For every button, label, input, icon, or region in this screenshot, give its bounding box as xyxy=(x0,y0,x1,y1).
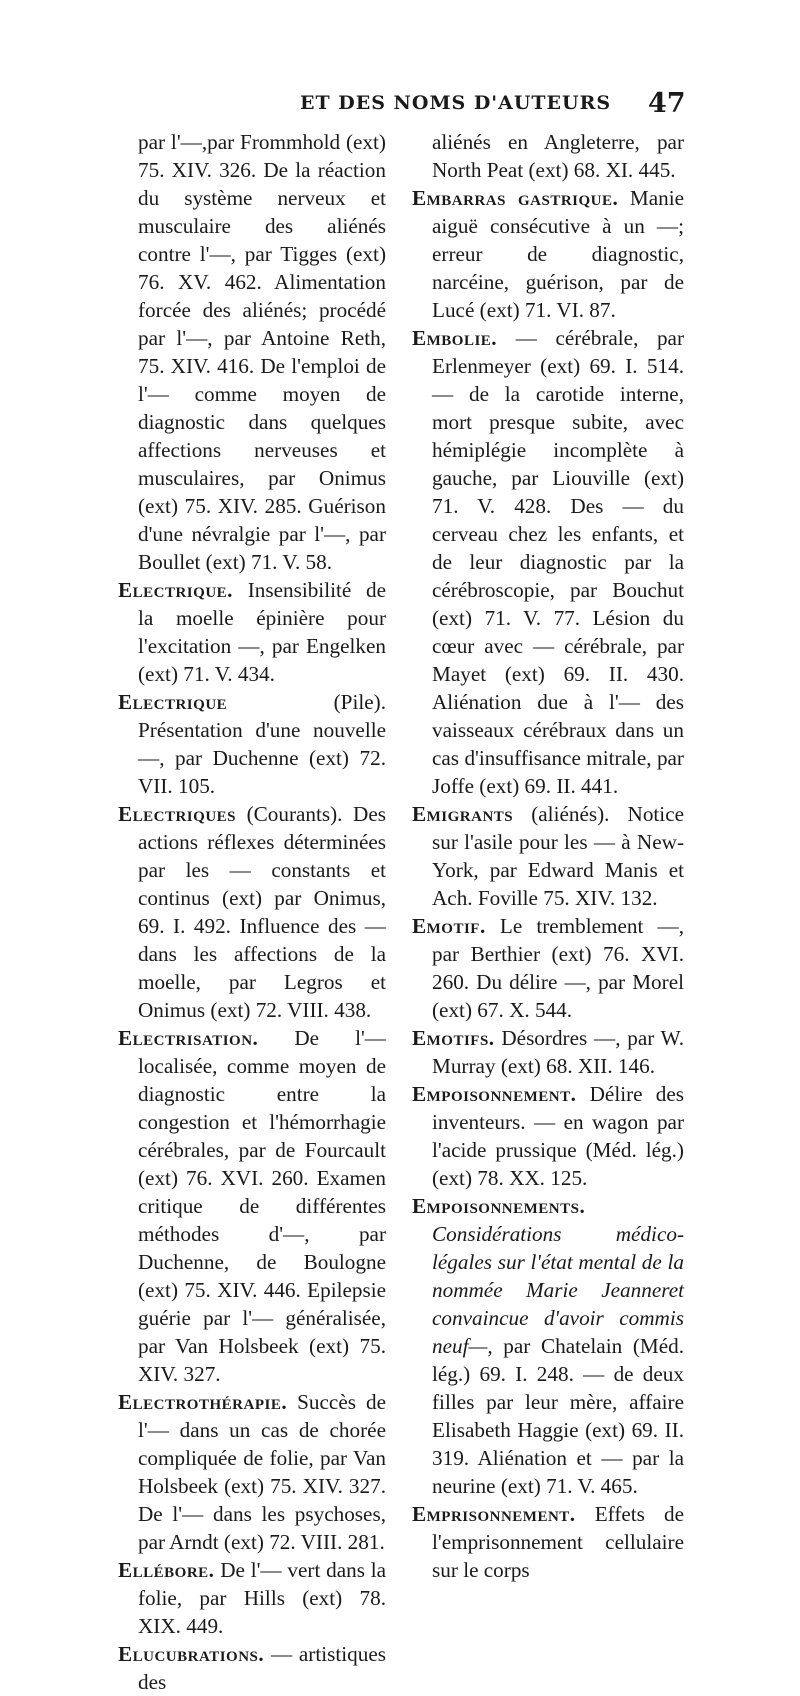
entry-term: Embolie. xyxy=(412,326,498,350)
entry-italic-text: Considérations médico-légales sur l'état mental de la nommée Marie Jeanneret convaincue d'avoir commis neuf—, xyxy=(432,1222,684,1358)
entry-text: — artistiques des xyxy=(138,1642,386,1694)
index-entry xyxy=(118,1556,386,1640)
entry-term: Emotif. xyxy=(412,914,486,938)
entry-term: Ellébore. xyxy=(118,1558,215,1582)
entry-term: Elucubrations. xyxy=(118,1642,265,1666)
entry-term: Emotifs. xyxy=(412,1026,495,1050)
entry-term: Empoisonnements. xyxy=(412,1194,586,1218)
entry-text: aliénés en Angleterre, par North Peat (ext) 68. XI. 445. xyxy=(432,130,684,182)
entry-text: Désordres —, par W. Murray (ext) 68. XII. 146. xyxy=(432,1026,684,1078)
entry-text: (Courants). Des actions réflexes déterminées par les — constants et continus (ext) par Onimus, 69. I. 492. Influence des — dans les affections de la moelle, par Legros et Onimus (ext) 72. VIII. 438. xyxy=(138,802,386,1022)
entry-term: Electriques xyxy=(118,802,236,826)
entry-text: par Chatelain (Méd. lég.) 69. I. 248. — de deux filles par leur mère, affaire Elisabeth Haggie (ext) 69. II. 319. Aliénation et — par la neurine (ext) 71. V. 465. xyxy=(432,1334,685,1498)
entry-text: (aliénés). Notice sur l'asile pour les — à New-York, par Edward Manis et Ach. Foville 75. XIV. 132. xyxy=(432,802,684,910)
left-column xyxy=(118,128,386,1696)
entry-text: Manie aiguë consécutive à un —; erreur de diagnostic, narcéine, guérison, par de Lucé (ext) 71. VI. 87. xyxy=(432,186,684,322)
entry-text: Délire des inventeurs. — en wagon par l'acide prussique (Méd. lég.) (ext) 78. XX. 125. xyxy=(432,1082,684,1190)
entry-text: Insensibilité de la moelle épinière pour l'excitation —, par Engelken (ext) 71. V. 434. xyxy=(138,578,386,686)
index-entry xyxy=(118,1388,386,1556)
entry-text: — cérébrale, par Erlenmeyer (ext) 69. I. 514. — de la carotide interne, mort presque subite, avec hémiplégie incomplète à gauche, par Liouville (ext) 71. V. 428. Des — du cerveau chez les enfants, et de leur diagnostic par la cérébroscopie, par Bouchut (ext) 71. V. 77. Lésion du cœur avec — cérébrale, par Mayet (ext) 69. II. 430. Aliénation due à l'— des vaisseaux cérébraux dans un cas d'insuffisance mitrale, par Joffe (ext) 69. II. 441. xyxy=(432,326,684,798)
entry-text: Le tremblement —, par Berthier (ext) 76. XVI. 260. Du délire —, par Morel (ext) 67. X. 544. xyxy=(432,914,684,1022)
page-number: 47 xyxy=(648,88,686,119)
entry-term: Electrique xyxy=(118,690,228,714)
entry-text: Effets de l'emprisonnement cellulaire sur le corps xyxy=(432,1502,684,1582)
running-head-title: ET DES NOMS D'AUTEURS xyxy=(300,92,612,114)
index-entry xyxy=(118,800,386,1024)
index-entry xyxy=(118,128,386,576)
entry-term: Empoisonnement. xyxy=(412,1082,577,1106)
index-entry xyxy=(412,912,684,1024)
entry-term: Electrothérapie. xyxy=(118,1390,288,1414)
index-entry xyxy=(118,1024,386,1388)
right-column xyxy=(412,128,684,1584)
index-entry xyxy=(118,1640,386,1696)
running-head xyxy=(0,88,800,122)
entry-text: par l'—,par Frommhold (ext) 75. XIV. 326. De la réaction du système nerveux et musculaire des aliénés contre l'—, par Tigges (ext) 76. XV. 462. Alimentation forcée des aliénés; procédé par l'—, par Antoine Reth, 75. XIV. 416. De l'emploi de l'— comme moyen de diagnostic dans quelques affections nerveuses et musculaires, par Onimus (ext) 75. XIV. 285. Guérison d'une névralgie par l'—, par Boullet (ext) 71. V. 58. xyxy=(138,130,386,574)
entry-text: De l'— localisée, comme moyen de diagnostic entre la congestion et l'hémorrhagie cérébrales, par de Fourcault (ext) 76. XVI. 260. Examen critique de différentes méthodes d'—, par Duchenne, de Boulogne (ext) 75. XIV. 446. Epilepsie guérie par l'— généralisée, par Van Holsbeek (ext) 75. XIV. 327. xyxy=(138,1026,386,1386)
index-entry xyxy=(412,1080,684,1192)
entry-text: De l'— vert dans la folie, par Hills (ext) 78. XIX. 449. xyxy=(138,1558,387,1638)
index-entry xyxy=(118,688,386,800)
entry-text: Succès de l'— dans un cas de chorée compliquée de folie, par Van Holsbeek (ext) 75. XIV. 327. De l'— dans les psychoses, par Arndt (ext) 72. VIII. 281. xyxy=(138,1390,386,1554)
entry-term: Electrique. xyxy=(118,578,233,602)
entry-term: Electrisation. xyxy=(118,1026,259,1050)
index-entry xyxy=(412,1024,684,1080)
index-entry xyxy=(412,800,684,912)
entry-text: (Pile). Présentation d'une nouvelle —, par Duchenne (ext) 72. VII. 105. xyxy=(138,690,386,798)
index-entry xyxy=(412,1192,684,1500)
index-entry xyxy=(412,184,684,324)
entry-term: Embarras gastrique. xyxy=(412,186,619,210)
index-entry xyxy=(412,128,684,184)
index-entry xyxy=(412,324,684,800)
index-entry xyxy=(412,1500,684,1584)
entry-term: Emprisonnement. xyxy=(412,1502,576,1526)
entry-term: Emigrants xyxy=(412,802,514,826)
index-entry xyxy=(118,576,386,688)
